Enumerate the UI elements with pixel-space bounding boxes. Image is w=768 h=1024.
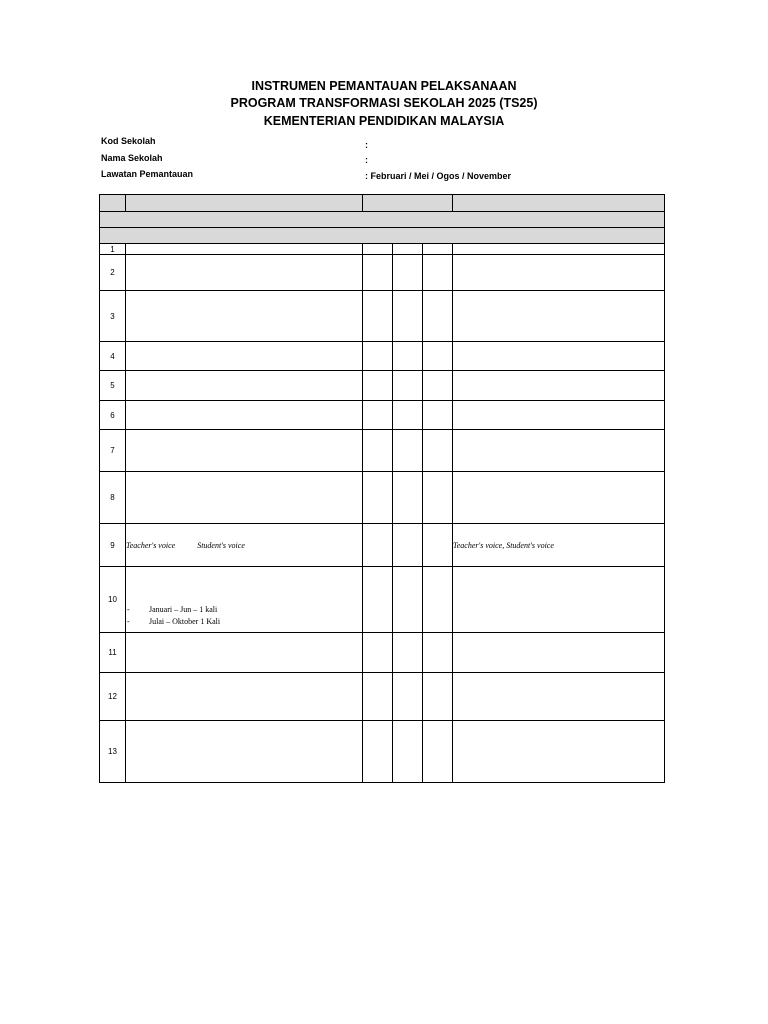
notes-cell <box>453 291 665 342</box>
row-number: 9 <box>100 524 126 567</box>
status-cell <box>393 401 423 430</box>
notes-cell <box>453 401 665 430</box>
row-number: 8 <box>100 472 126 524</box>
item-cell <box>126 721 363 783</box>
lawatan-pemantauan-value: : Februari / Mei / Ogos / November <box>365 171 512 181</box>
item-cell <box>126 524 363 567</box>
table-row <box>100 673 665 721</box>
monitoring-table <box>99 194 665 783</box>
notes-cell <box>453 721 665 783</box>
row-number: 3 <box>100 291 126 342</box>
status-cell <box>423 371 453 401</box>
section-cell <box>100 228 665 244</box>
status-cell <box>423 721 453 783</box>
table-row <box>100 524 665 567</box>
table-header-row <box>100 195 665 212</box>
table-row <box>100 291 665 342</box>
status-cell <box>423 430 453 472</box>
status-cell <box>363 567 393 633</box>
table-row <box>100 721 665 783</box>
row-number: 1 <box>100 244 126 255</box>
notes-cell <box>453 244 665 255</box>
row-number: 4 <box>100 342 126 371</box>
status-cell <box>393 567 423 633</box>
row-number: 7 <box>100 430 126 472</box>
row-number: 13 <box>100 721 126 783</box>
kod-sekolah-label: Kod Sekolah <box>101 136 156 146</box>
title-line-2: PROGRAM TRANSFORMASI SEKOLAH 2025 (TS25) <box>230 96 538 110</box>
status-cell <box>363 244 393 255</box>
teacher-voice-text: Teacher's voice <box>126 540 176 550</box>
row-number: 10 <box>100 567 126 633</box>
status-cell <box>363 633 393 673</box>
status-cell <box>423 291 453 342</box>
table-row <box>100 342 665 371</box>
status-cell <box>393 342 423 371</box>
status-cell <box>363 472 393 524</box>
title-line-1: INSTRUMEN PEMANTAUAN PELAKSANAAN <box>251 79 517 93</box>
schedule-item-1: Januari – Jun – 1 kali <box>149 605 218 614</box>
item-cell <box>126 244 363 255</box>
nama-sekolah-label: Nama Sekolah <box>101 153 163 163</box>
table-row <box>100 255 665 291</box>
status-cell <box>363 430 393 472</box>
section-cell <box>100 212 665 228</box>
notes-cell <box>453 430 665 472</box>
status-cell <box>423 567 453 633</box>
status-cell <box>423 633 453 673</box>
status-cell <box>393 472 423 524</box>
status-cell <box>363 291 393 342</box>
status-cell <box>423 673 453 721</box>
row-number: 11 <box>100 633 126 673</box>
row-number: 5 <box>100 371 126 401</box>
item-cell <box>126 291 363 342</box>
table-row <box>100 401 665 430</box>
status-cell <box>393 255 423 291</box>
kod-sekolah-value: : <box>365 140 368 150</box>
item-cell <box>126 567 363 633</box>
notes-cell <box>453 255 665 291</box>
status-cell <box>393 430 423 472</box>
status-cell <box>363 524 393 567</box>
nama-sekolah-value: : <box>365 155 368 165</box>
notes-cell <box>453 472 665 524</box>
row-number: 6 <box>100 401 126 430</box>
title-line-3: KEMENTERIAN PENDIDIKAN MALAYSIA <box>263 114 505 128</box>
status-cell <box>363 673 393 721</box>
schedule-item-2: Julai – Oktober 1 Kali <box>149 617 221 626</box>
section-row <box>100 228 665 244</box>
status-cell <box>363 255 393 291</box>
notes-cell <box>453 567 665 633</box>
item-cell <box>126 673 363 721</box>
status-cell <box>393 524 423 567</box>
table-row <box>100 371 665 401</box>
table-row <box>100 430 665 472</box>
row-number: 12 <box>100 673 126 721</box>
list-item: - Julai – Oktober 1 Kali <box>127 617 221 626</box>
item-cell <box>126 401 363 430</box>
item-cell <box>126 371 363 401</box>
status-cell <box>393 633 423 673</box>
item-cell <box>126 342 363 371</box>
status-cell <box>423 401 453 430</box>
status-cell <box>423 244 453 255</box>
section-row <box>100 212 665 228</box>
status-cell <box>393 721 423 783</box>
item-cell <box>126 255 363 291</box>
status-cell <box>393 244 423 255</box>
status-cell <box>363 401 393 430</box>
table-row <box>100 567 665 633</box>
item-cell <box>126 430 363 472</box>
status-cell <box>363 371 393 401</box>
status-cell <box>423 524 453 567</box>
header-cell-number <box>100 195 126 212</box>
status-cell <box>423 255 453 291</box>
status-cell <box>423 472 453 524</box>
list-item: - Januari – Jun – 1 kali <box>127 605 218 614</box>
status-cell <box>363 721 393 783</box>
status-cell <box>393 371 423 401</box>
status-cell <box>423 342 453 371</box>
table-row <box>100 472 665 524</box>
table-row <box>100 633 665 673</box>
notes-cell <box>453 633 665 673</box>
lawatan-pemantauan-label: Lawatan Pemantauan <box>101 169 194 179</box>
notes-cell <box>453 673 665 721</box>
row-number: 2 <box>100 255 126 291</box>
header-cell-notes <box>453 195 665 212</box>
header-cell-status <box>363 195 453 212</box>
header-cell-item <box>126 195 363 212</box>
status-cell <box>393 673 423 721</box>
status-cell <box>363 342 393 371</box>
notes-cell <box>453 342 665 371</box>
status-cell <box>393 291 423 342</box>
notes-cell <box>453 371 665 401</box>
student-voice-text: Student's voice <box>197 540 245 550</box>
item-cell <box>126 633 363 673</box>
item-cell <box>126 472 363 524</box>
table-row <box>100 244 665 255</box>
notes-cell: Teacher's voice, Student's voice <box>453 524 665 567</box>
